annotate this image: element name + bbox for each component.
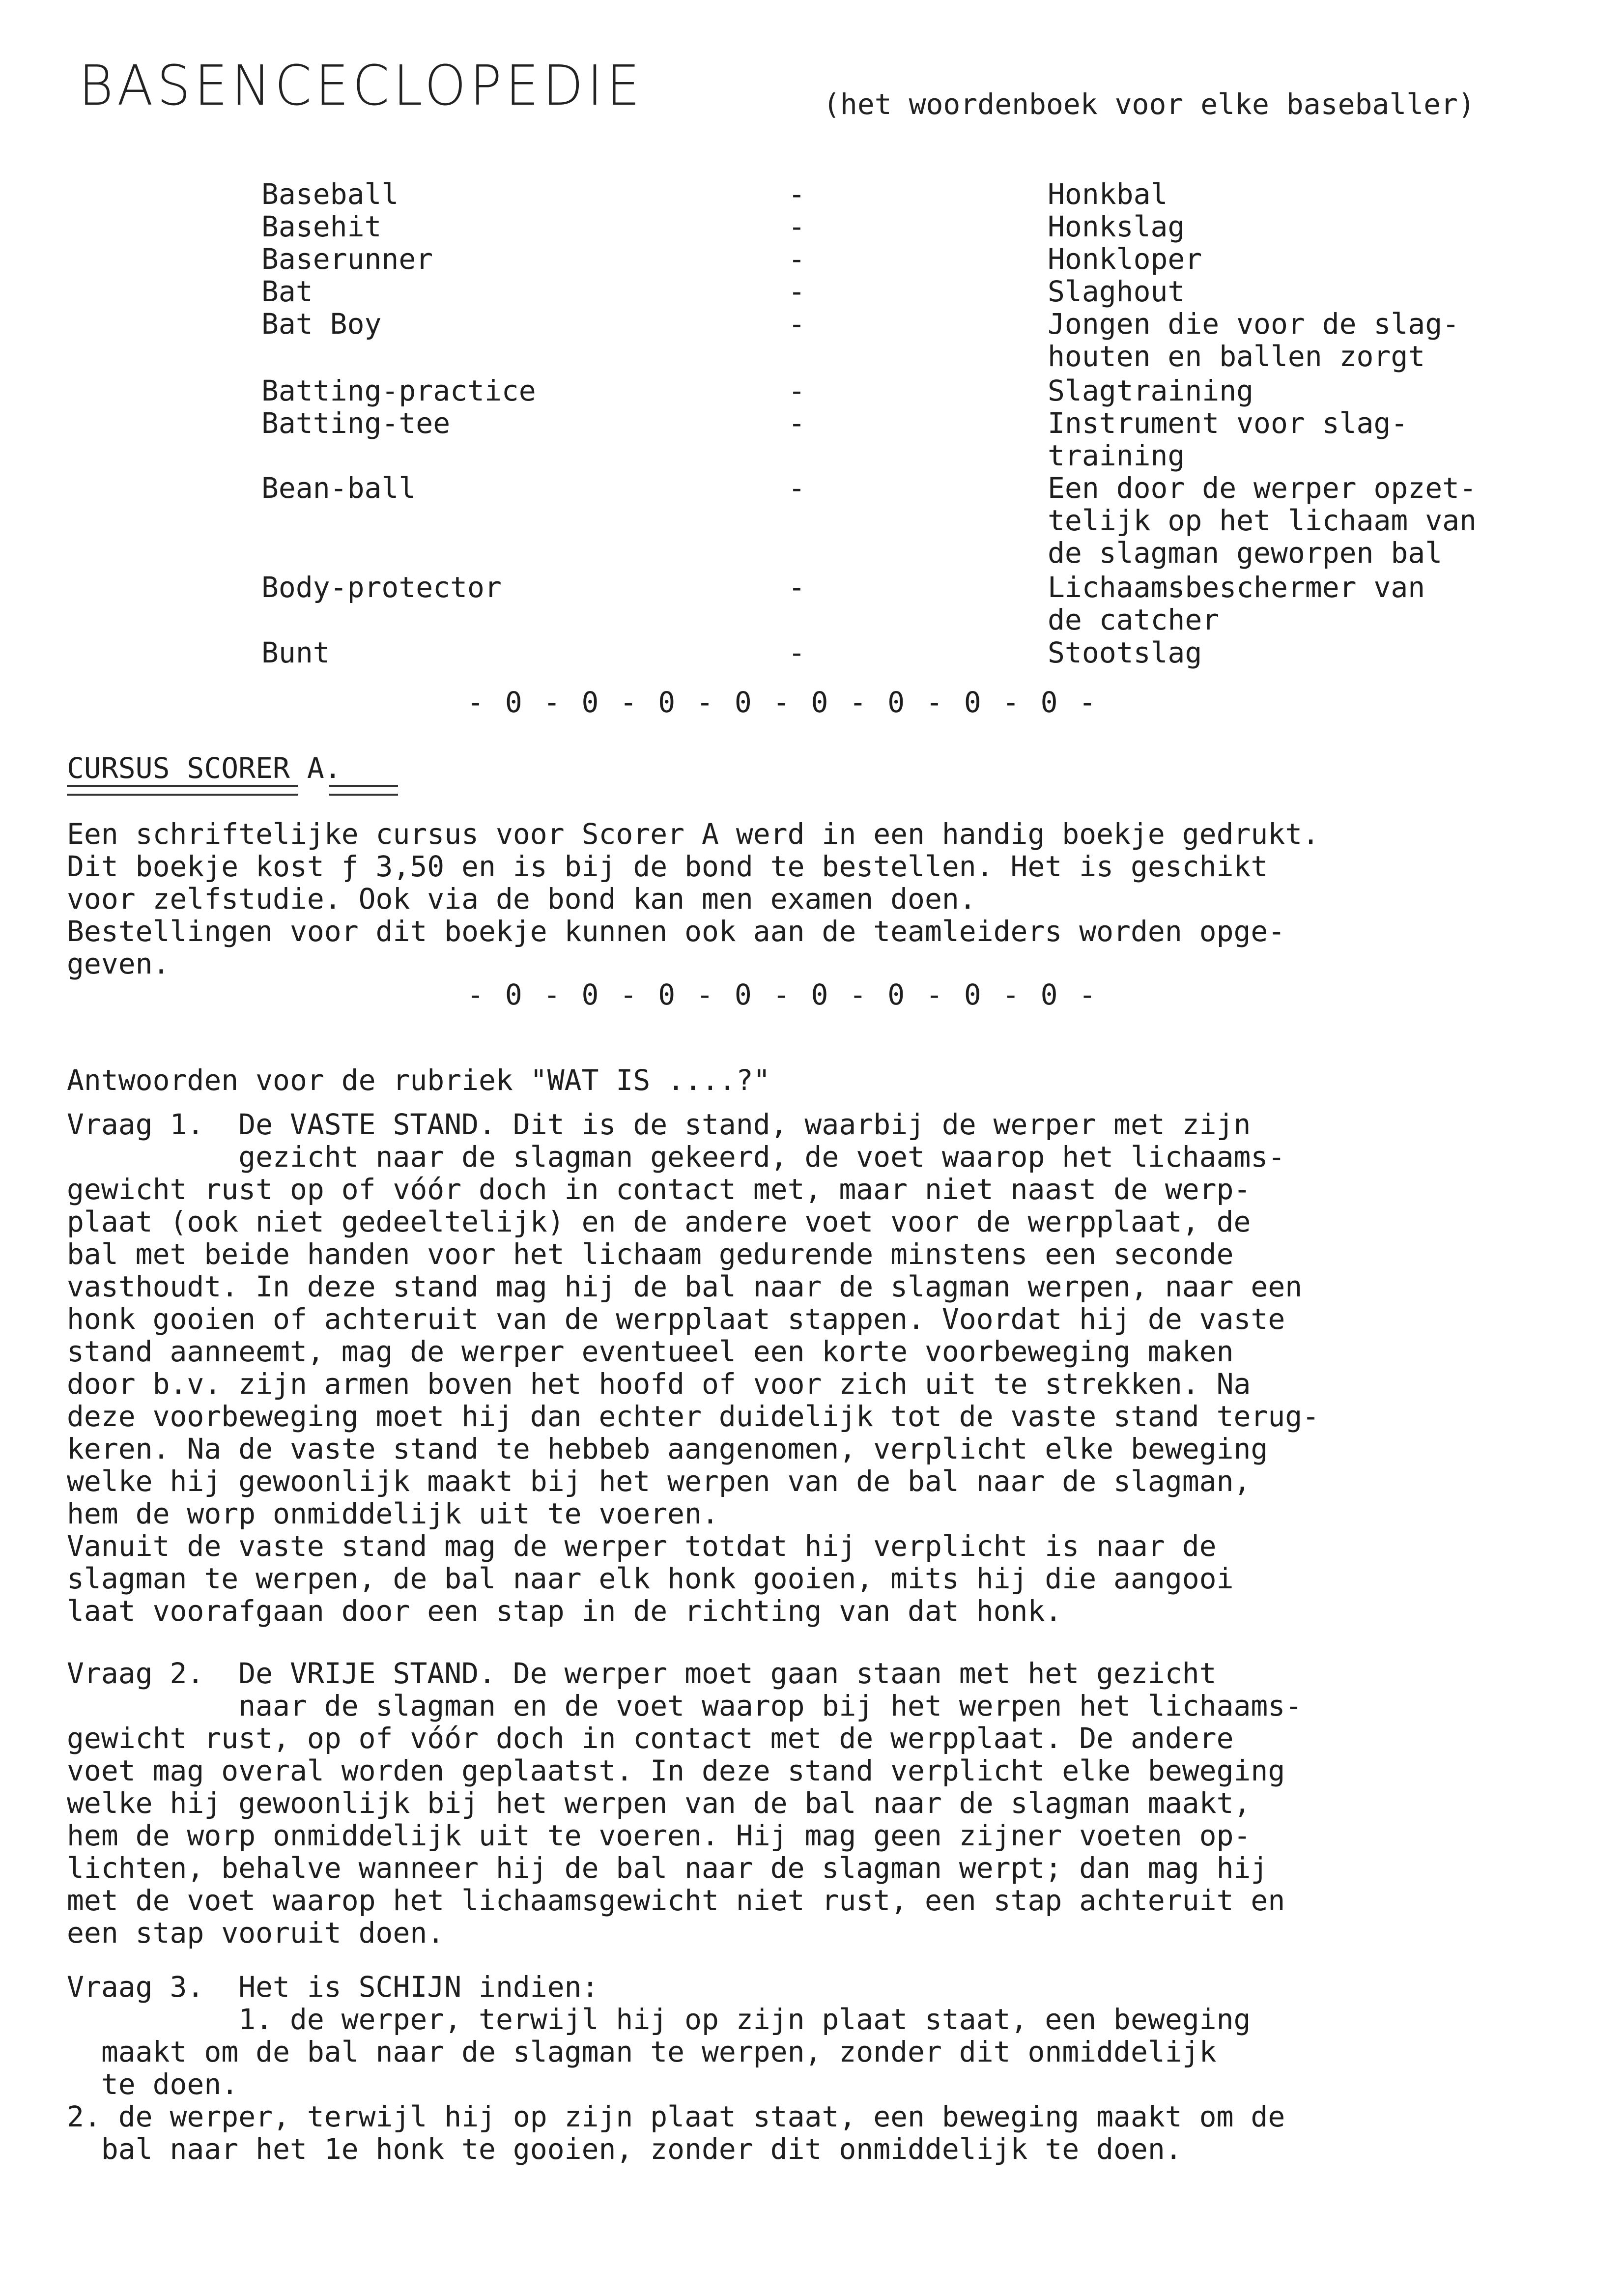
entry-dash: - (788, 406, 805, 440)
entry-translation: Slagtraining (1048, 374, 1254, 407)
entry-translation: Jongen die voor de slag- houten en ballen zorgt (1048, 307, 1460, 373)
answer-question-1: Vraag 1. De VASTE STAND. Dit is de stand, waarbij de werper met zijn gezicht naar de slagman gekeerd, de voet waarop het lichaams- gewicht rust op of vóór doch in contact met, maar niet naast de werp- plaat (ook niet gedeeltelijk) en de andere voet voor de werpplaat, de bal met beide handen voor het lichaam gedurende minstens een seconde vasthoudt. In deze stand mag hij de bal naar de slagman werpen, naar een honk gooien of achteruit van de werpplaat stappen. Voordat hij de vaste stand aanneemt, mag de werper eventueel een korte voorbeweging maken door b.v. zijn armen boven het hoofd of voor zich uit te strekken. Na deze voorbeweging moet hij dan echter duidelijk tot de vaste stand terug- keren. Na de vaste stand te hebbeb aangenomen, verplicht elke beweging welke hij gewoonlijk maakt bij het werpen van de bal naar de slagman, hem de worp onmiddelijk uit te voeren. Vanuit de vaste stand mag de werper totdat hij verplicht is naar de slagman te werpen, de bal naar elk honk gooien, mits hij die aangooi laat voorafgaan door een stap in de richting van dat honk. (67, 1108, 1320, 1628)
answer-question-3: Vraag 3. Het is SCHIJN indien: 1. de werper, terwijl hij op zijn plaat staat, een beweging maakt om de bal naar de slagman te werpen, zonder dit onmiddelijk te doen. 2. de werper, terwijl hij op zijn plaat staat, een beweging maakt om de bal naar het 1e honk te gooien, zonder dit onmiddelijk te doen. (67, 1970, 1285, 2166)
page-subtitle: (het woordenboek voor elke baseballer) (823, 87, 1475, 121)
heading-double-underline (329, 785, 398, 796)
entry-translation: Slaghout (1048, 275, 1185, 308)
entry-term: Body-protector (261, 571, 502, 604)
entry-dash: - (788, 571, 805, 604)
course-heading: CURSUS SCORER A. (67, 751, 342, 785)
entry-term: Bat Boy (261, 307, 382, 341)
entry-translation: Stootslag (1048, 636, 1202, 669)
entry-term: Baserunner (261, 242, 433, 276)
entry-term: Bunt (261, 636, 330, 669)
entry-term: Baseball (261, 177, 399, 211)
entry-term: Bean-ball (261, 471, 416, 505)
course-text: Een schriftelijke cursus voor Scorer A werd in een handig boekje gedrukt. Dit boekje kost ƒ 3,50 en is bij de bond te bestellen. Het is geschikt voor zelfstudie. Ook via de bond kan men examen doen. Bestellingen voor dit boekje kunnen ook aan de teamleiders worden opge- geven. (67, 817, 1320, 980)
entry-translation: Honkloper (1048, 242, 1202, 276)
entry-term: Batting-tee (261, 406, 451, 440)
entry-dash: - (788, 636, 805, 669)
entry-dash: - (788, 307, 805, 341)
entry-translation: Instrument voor slag- training (1048, 406, 1408, 472)
entry-translation: Een door de werper opzet- telijk op het lichaam van de slagman geworpen bal (1048, 471, 1477, 570)
entry-term: Basehit (261, 210, 382, 243)
entry-translation: Honkbal (1048, 177, 1168, 211)
entry-dash: - (788, 210, 805, 243)
entry-translation: Lichaamsbeschermer van de catcher (1048, 571, 1425, 636)
entry-term: Batting-practice (261, 374, 536, 407)
answer-question-2: Vraag 2. De VRIJE STAND. De werper moet gaan staan met het gezicht naar de slagman en de voet waarop bij het werpen het lichaams- gewicht rust, op of vóór doch in contact met de werpplaat. De andere voet mag overal worden geplaatst. In deze stand verplicht elke beweging welke hij gewoonlijk bij het werpen van de bal naar de slagman maakt, hem de worp onmiddelijk uit te voeren. Hij mag geen zijner voeten op- lichten, behalve wanneer hij de bal naar de slagman werpt; dan mag hij met de voet waarop het lichaamsgewicht niet rust, een stap achteruit en een stap vooruit doen. (67, 1657, 1303, 1950)
entry-translation: Honkslag (1048, 210, 1185, 243)
heading-double-underline (67, 785, 298, 796)
entry-dash: - (788, 177, 805, 211)
section-separator: - 0 - 0 - 0 - 0 - 0 - 0 - 0 - 0 - (467, 686, 1098, 719)
entry-dash: - (788, 275, 805, 308)
entry-term: Bat (261, 275, 313, 308)
answers-intro: Antwoorden voor de rubriek "WAT IS ....?" (67, 1063, 770, 1097)
entry-dash: - (788, 471, 805, 505)
page-title: BASENCECLOPEDIE (79, 54, 644, 118)
entry-dash: - (788, 374, 805, 407)
section-separator: - 0 - 0 - 0 - 0 - 0 - 0 - 0 - 0 - (467, 978, 1098, 1011)
entry-dash: - (788, 242, 805, 276)
